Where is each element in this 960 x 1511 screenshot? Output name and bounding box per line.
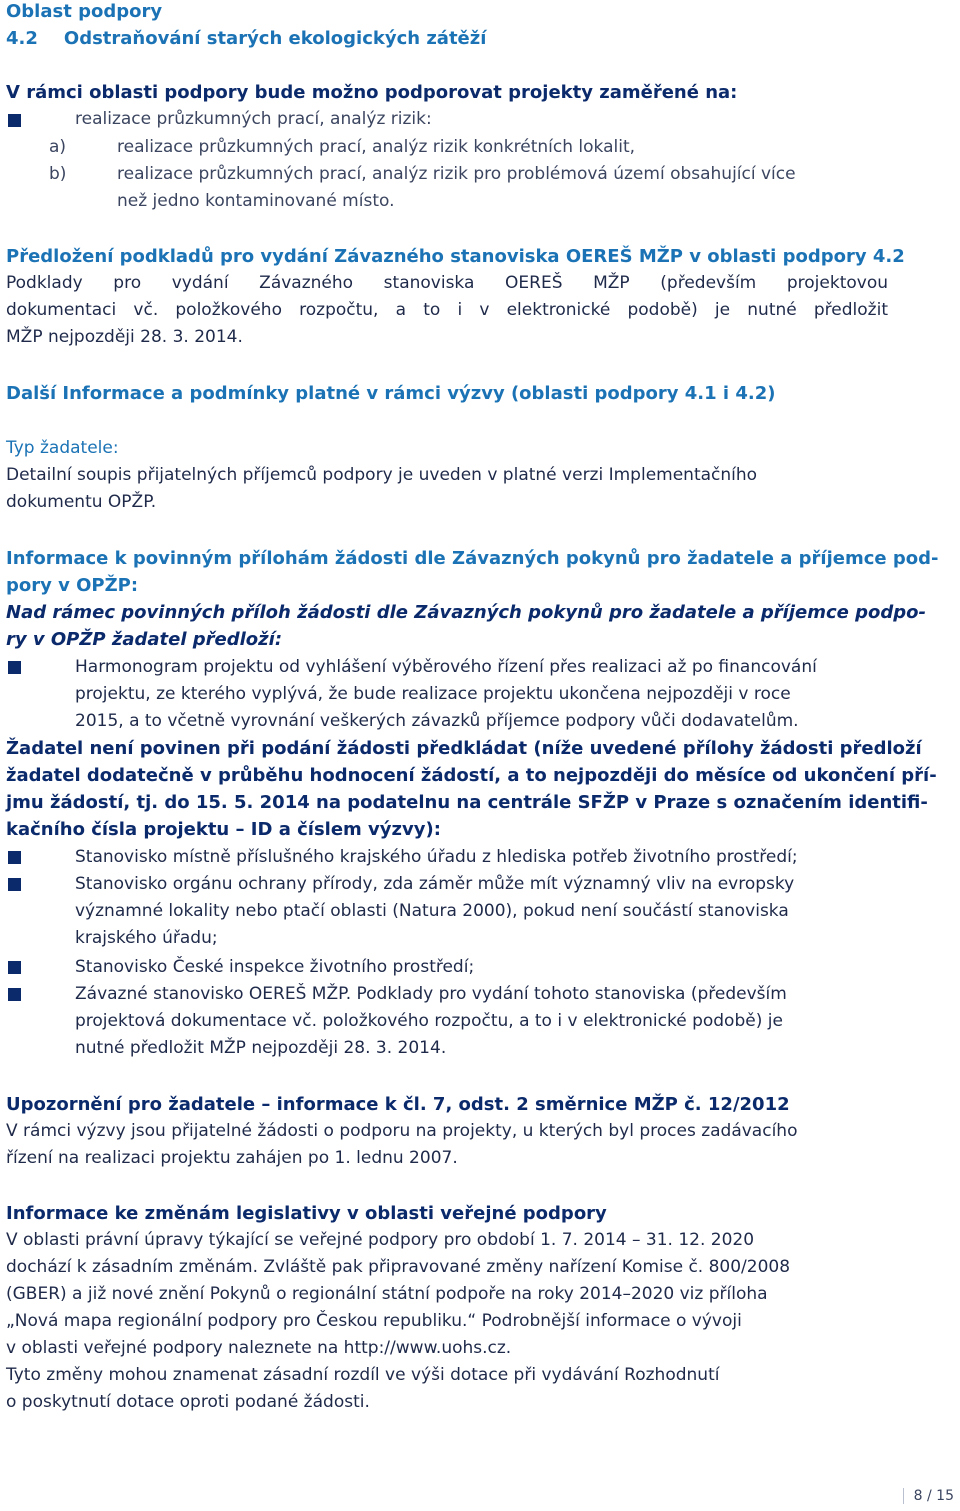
applicant-type-line-2: dokumentu OPŽP. bbox=[6, 492, 157, 512]
attachments-heading-2: pory v OPŽP: bbox=[6, 575, 139, 596]
section-number: 4.2 bbox=[6, 28, 38, 49]
legislation-line-1: V oblasti právní úpravy týkající se veřejné podpory pro období 1. 7. 2014 – 31. 12. 2020 bbox=[6, 1230, 755, 1250]
warning-line-1: V rámci výzvy jsou přijatelné žádosti o podporu na projekty, u kterých byl proces zadávacího bbox=[6, 1121, 798, 1141]
warning-heading: Upozornění pro žadatele – informace k čl. 7, odst. 2 směrnice MŽP č. 12/2012 bbox=[6, 1094, 790, 1115]
intro-bullet: realizace průzkumných prací, analýz rizik: bbox=[75, 109, 432, 129]
item-a-text: realizace průzkumných prací, analýz rizik konkrétních lokalit, bbox=[117, 137, 636, 157]
bullet-square-icon bbox=[8, 851, 21, 864]
list-item-2-cont-1: významné lokality nebo ptačí oblasti (Natura 2000), pokud není součástí stanoviska bbox=[75, 901, 789, 921]
intro-lead: V rámci oblasti podpory bude možno podporovat projekty zaměřené na: bbox=[6, 82, 738, 103]
applicant-type-heading: Typ žadatele: bbox=[6, 438, 119, 458]
legislation-line-3: (GBER) a již nové znění Pokynů o regionální státní podpoře na roky 2014–2020 viz příloha bbox=[6, 1284, 768, 1304]
list-item-2: Stanovisko orgánu ochrany přírody, zda záměr může mít významný vliv na evropsky bbox=[75, 874, 795, 894]
legislation-line-2: dochází k zásadním změnám. Zvláště pak připravované změny nařízení Komise č. 800/2008 bbox=[6, 1257, 791, 1277]
list-item-4-cont-1: projektová dokumentace vč. položkového rozpočtu, a to i v elektronické podobě) je bbox=[75, 1011, 783, 1031]
item-a-marker: a) bbox=[49, 137, 67, 157]
harmonogram-line-3: 2015, a to včetně vyrovnání veškerých závazků příjemce podpory vůči dodavatelům. bbox=[75, 711, 799, 731]
warning-line-2: řízení na realizaci projektu zahájen po 1. lednu 2007. bbox=[6, 1148, 458, 1168]
submission-line-2: dokumentaci vč. položkového rozpočtu, a to i v elektronické podobě) je nutné předložit bbox=[6, 300, 888, 320]
area-label: Oblast podpory bbox=[6, 1, 163, 22]
list-item-1: Stanovisko místně příslušného krajského úřadu z hlediska potřeb životního prostředí; bbox=[75, 847, 798, 867]
legislation-line-7: o poskytnutí dotace oproti podané žádosti. bbox=[6, 1392, 370, 1412]
list-item-2-cont-2: krajského úřadu; bbox=[75, 928, 218, 948]
legislation-line-5: v oblasti veřejné podpory naleznete na http://www.uohs.cz. bbox=[6, 1338, 512, 1358]
list-item-3: Stanovisko České inspekce životního prostředí; bbox=[75, 957, 475, 977]
attachments-heading-1: Informace k povinným přílohám žádosti dle Závazných pokynů pro žadatele a příjemce pod- bbox=[6, 548, 939, 569]
submission-heading: Předložení podkladů pro vydání Závazného stanoviska OEREŠ MŽP v oblasti podpory 4.2 bbox=[6, 246, 905, 267]
legislation-heading: Informace ke změnám legislativy v oblasti veřejné podpory bbox=[6, 1203, 607, 1224]
item-b-text-1: realizace průzkumných prací, analýz rizik pro problémová území obsahující více bbox=[117, 164, 796, 184]
submission-line-1: Podklady pro vydání Závazného stanoviska OEREŠ MŽP (především projektovou bbox=[6, 273, 888, 293]
attachments-sub-2: ry v OPŽP žadatel předloží: bbox=[6, 629, 283, 650]
section-title: Odstraňování starých ekologických zátěží bbox=[63, 28, 487, 49]
attachments-sub-1: Nad rámec povinných příloh žádosti dle Závazných pokynů pro žadatele a příjemce podpo- bbox=[6, 602, 926, 623]
legislation-line-4: „Nová mapa regionální podpory pro Českou republiku.“ Podrobnější informace o vývoji bbox=[6, 1311, 742, 1331]
bullet-square-icon bbox=[8, 961, 21, 974]
legislation-line-6: Tyto změny mohou znamenat zásadní rozdíl ve výši dotace při vydávání Rozhodnutí bbox=[6, 1365, 720, 1385]
bullet-square-icon bbox=[8, 988, 21, 1001]
submission-line-3: MŽP nejpozději 28. 3. 2014. bbox=[6, 327, 243, 347]
list-item-4: Závazné stanovisko OEREŠ MŽP. Podklady pro vydání tohoto stanoviska (především bbox=[75, 984, 787, 1004]
section-heading bbox=[6, 25, 486, 52]
bullet-square-icon bbox=[8, 878, 21, 891]
item-b-marker: b) bbox=[49, 164, 67, 184]
harmonogram-line-1: Harmonogram projektu od vyhlášení výběrového řízení přes realizaci až po financování bbox=[75, 657, 817, 677]
item-b-text-2: než jedno kontaminované místo. bbox=[117, 191, 395, 211]
note-line-3: jmu žádostí, tj. do 15. 5. 2014 na podatelnu na centrále SFŽP v Praze s označením identifi- bbox=[6, 792, 928, 813]
note-line-1: Žadatel není povinen při podání žádosti předkládat (níže uvedené přílohy žádosti předloží bbox=[6, 738, 922, 759]
note-line-2: žadatel dodatečně v průběhu hodnocení žádostí, a to nejpozději do měsíce od ukončení pří- bbox=[6, 765, 937, 786]
page-number: 8 / 15 bbox=[903, 1488, 954, 1504]
note-line-4: kačního čísla projektu – ID a číslem výzvy): bbox=[6, 819, 441, 840]
bullet-square-icon bbox=[8, 114, 21, 127]
more-info-heading: Další Informace a podmínky platné v rámci výzvy (oblasti podpory 4.1 i 4.2) bbox=[6, 383, 776, 404]
bullet-square-icon bbox=[8, 661, 21, 674]
applicant-type-line-1: Detailní soupis přijatelných příjemců podpory je uveden v platné verzi Implementačního bbox=[6, 465, 758, 485]
list-item-4-cont-2: nutné předložit MŽP nejpozději 28. 3. 2014. bbox=[75, 1038, 447, 1058]
harmonogram-line-2: projektu, ze kterého vyplývá, že bude realizace projektu ukončena nejpozději v roce bbox=[75, 684, 791, 704]
